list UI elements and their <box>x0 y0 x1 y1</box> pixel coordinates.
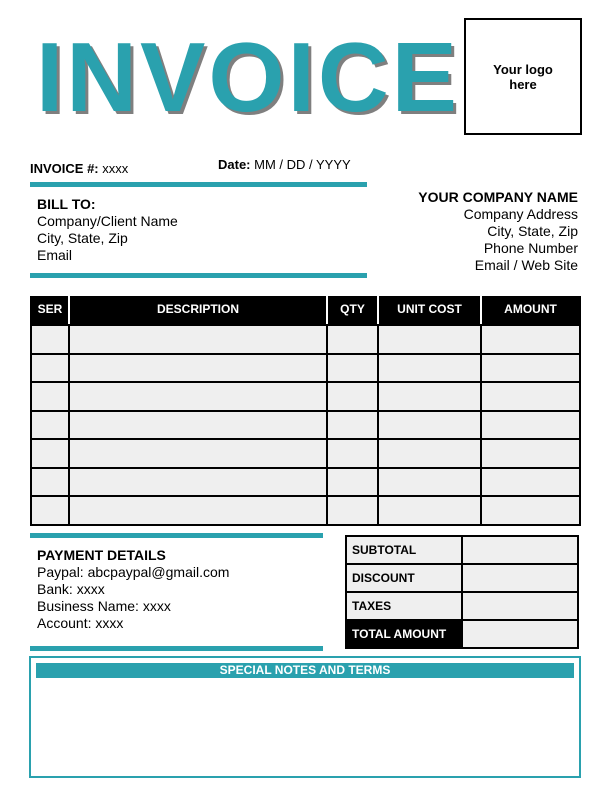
special-notes-heading: SPECIAL NOTES AND TERMS <box>36 663 574 678</box>
cell-unit-cost[interactable] <box>378 354 481 383</box>
column-header-unit-cost: UNIT COST <box>378 297 481 325</box>
company-email-web[interactable]: Email / Web Site <box>474 257 578 273</box>
cell-amount[interactable] <box>481 496 580 525</box>
total-amount-row <box>346 620 578 648</box>
column-header-amount: AMOUNT <box>481 297 580 325</box>
invoice-number-value[interactable]: xxxx <box>102 161 129 176</box>
cell-description[interactable] <box>69 468 327 497</box>
payment-business-name[interactable]: Business Name: xxxx <box>37 598 171 614</box>
cell-unit-cost[interactable] <box>378 325 481 354</box>
company-phone[interactable]: Phone Number <box>483 240 578 256</box>
cell-unit-cost[interactable] <box>378 411 481 440</box>
cell-description[interactable] <box>69 496 327 525</box>
table-row <box>31 354 580 383</box>
line-items-table <box>30 296 581 526</box>
discount-value[interactable] <box>462 564 578 592</box>
divider-payment-bottom <box>30 646 323 651</box>
cell-ser[interactable] <box>31 354 69 383</box>
payment-account[interactable]: Account: xxxx <box>37 615 124 631</box>
cell-amount[interactable] <box>481 439 580 468</box>
cell-unit-cost[interactable] <box>378 439 481 468</box>
invoice-date <box>218 157 351 172</box>
column-header-qty: QTY <box>327 297 378 325</box>
bill-to-email[interactable]: Email <box>37 247 73 263</box>
taxes-row <box>346 592 578 620</box>
cell-amount[interactable] <box>481 411 580 440</box>
cell-unit-cost[interactable] <box>378 468 481 497</box>
cell-qty[interactable] <box>327 382 378 411</box>
logo-placeholder[interactable] <box>464 18 582 135</box>
table-row <box>31 411 580 440</box>
cell-ser[interactable] <box>31 411 69 440</box>
invoice-date-label: Date: <box>218 157 251 172</box>
taxes-label: TAXES <box>346 592 462 620</box>
divider-top <box>30 182 367 187</box>
cell-qty[interactable] <box>327 411 378 440</box>
bill-to-heading: BILL TO: <box>37 196 96 212</box>
cell-qty[interactable] <box>327 354 378 383</box>
company-name[interactable]: YOUR COMPANY NAME <box>418 189 578 205</box>
totals-table <box>345 535 579 649</box>
cell-amount[interactable] <box>481 354 580 383</box>
cell-description[interactable] <box>69 354 327 383</box>
cell-amount[interactable] <box>481 382 580 411</box>
cell-ser[interactable] <box>31 468 69 497</box>
cell-amount[interactable] <box>481 325 580 354</box>
subtotal-row <box>346 536 578 564</box>
company-block <box>418 189 578 274</box>
invoice-number <box>30 161 128 176</box>
column-header-ser: SER <box>31 297 69 325</box>
divider-bill-to <box>30 273 367 278</box>
special-notes-box[interactable] <box>29 656 581 778</box>
line-items-header-row <box>31 297 580 325</box>
cell-unit-cost[interactable] <box>378 382 481 411</box>
subtotal-label: SUBTOTAL <box>346 536 462 564</box>
cell-amount[interactable] <box>481 468 580 497</box>
company-address[interactable]: Company Address <box>463 206 578 222</box>
total-amount-value[interactable] <box>462 620 578 648</box>
cell-qty[interactable] <box>327 325 378 354</box>
cell-description[interactable] <box>69 411 327 440</box>
subtotal-value[interactable] <box>462 536 578 564</box>
discount-label: DISCOUNT <box>346 564 462 592</box>
table-row <box>31 325 580 354</box>
cell-ser[interactable] <box>31 439 69 468</box>
company-city-state-zip[interactable]: City, State, Zip <box>487 223 578 239</box>
cell-ser[interactable] <box>31 325 69 354</box>
logo-placeholder-text: Your logo here <box>493 61 553 92</box>
invoice-number-label: INVOICE #: <box>30 161 99 176</box>
table-row <box>31 439 580 468</box>
divider-payment-top <box>30 533 323 538</box>
bill-to-block <box>37 196 178 264</box>
total-amount-label: TOTAL AMOUNT <box>346 620 462 648</box>
cell-ser[interactable] <box>31 496 69 525</box>
cell-qty[interactable] <box>327 439 378 468</box>
cell-description[interactable] <box>69 439 327 468</box>
invoice-date-value[interactable]: MM / DD / YYYY <box>254 157 351 172</box>
payment-details-block <box>37 547 229 632</box>
bill-to-city-state-zip[interactable]: City, State, Zip <box>37 230 128 246</box>
table-row <box>31 496 580 525</box>
bill-to-client-name[interactable]: Company/Client Name <box>37 213 178 229</box>
invoice-title: INVOICE <box>36 22 460 132</box>
table-row <box>31 382 580 411</box>
payment-bank[interactable]: Bank: xxxx <box>37 581 105 597</box>
cell-unit-cost[interactable] <box>378 496 481 525</box>
payment-details-heading: PAYMENT DETAILS <box>37 547 166 563</box>
payment-paypal[interactable]: Paypal: abcpaypal@gmail.com <box>37 564 230 580</box>
cell-description[interactable] <box>69 382 327 411</box>
discount-row <box>346 564 578 592</box>
cell-ser[interactable] <box>31 382 69 411</box>
column-header-description: DESCRIPTION <box>69 297 327 325</box>
taxes-value[interactable] <box>462 592 578 620</box>
cell-qty[interactable] <box>327 468 378 497</box>
cell-description[interactable] <box>69 325 327 354</box>
table-row <box>31 468 580 497</box>
cell-qty[interactable] <box>327 496 378 525</box>
